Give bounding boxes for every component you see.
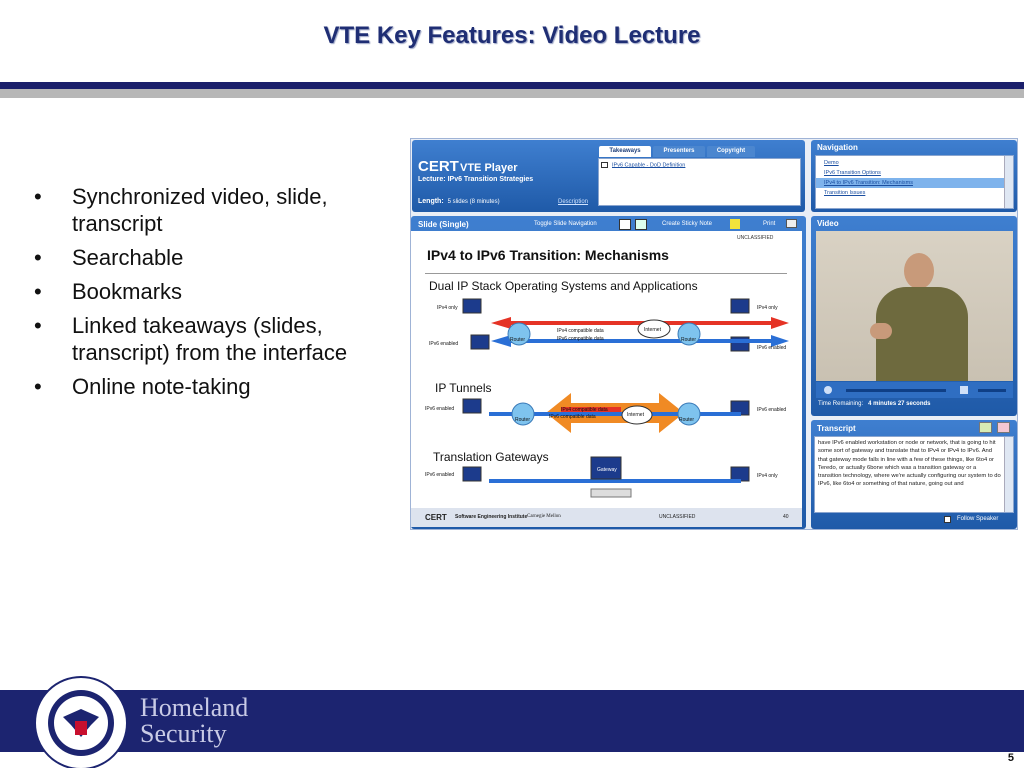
transcript-box (814, 436, 1014, 513)
footer-cert-logo: CERT (425, 513, 447, 522)
label-router: Router (515, 417, 531, 423)
takeaway-item[interactable]: IPv6 Capable - DoD Definition (601, 162, 685, 168)
footer-classification: UNCLASSIFIED (659, 514, 696, 520)
bullet-item: • Synchronized video, slide, transcript (34, 184, 328, 236)
volume-slider[interactable] (978, 389, 1006, 392)
label-router: Router (510, 337, 526, 343)
computer-icon (731, 299, 749, 313)
section-ip-tunnels: IP Tunnels (435, 381, 492, 395)
print-button[interactable]: Print (763, 221, 776, 227)
transcript-text: have IPv6 enabled workstation or node or network, that is going to hit some sort of gateway and translate that to IPv4 or IPv4 to IPv6. And that gateway mode falls in line with a few of these things, like 6to4 or Teredo, or actually 6bone which was a transition gateway or a transition technology, where we're actually configuring our system to do IPv6, like 6to4 or something of that nature, going out and (818, 440, 1001, 488)
header-rule (0, 82, 1024, 89)
computer-icon (463, 299, 481, 313)
slide-icon (601, 162, 608, 168)
label-router: Router (679, 417, 695, 423)
label-internet: Internet (644, 327, 661, 333)
footer-org: Software Engineering Institute (455, 514, 528, 520)
header-rule-gray (0, 89, 1024, 98)
highlight-icon[interactable] (979, 422, 992, 433)
tab-presenters[interactable]: Presenters (653, 146, 705, 157)
nav-item[interactable]: Demo (824, 160, 839, 166)
label-ipv4-data: IPv4 compatible data (557, 328, 604, 334)
label-ipv6-enabled: IPv6 enabled (425, 406, 455, 412)
label-ipv6-enabled: IPv6 enabled (425, 472, 455, 478)
single-view-icon[interactable] (619, 219, 631, 230)
time-remaining: Time Remaining: 4 minutes 27 seconds (818, 401, 931, 407)
tab-copyright[interactable]: Copyright (707, 146, 755, 157)
bullet-item: • Searchable (34, 245, 184, 270)
section-translation: Translation Gateways (433, 450, 549, 464)
tab-takeaways[interactable]: Takeaways (599, 146, 651, 157)
nav-item-selected[interactable]: IPv4 to IPv6 Transition: Mechanisms (816, 178, 1013, 188)
label-router: Router (681, 337, 697, 343)
classification-label: UNCLASSIFIED (737, 235, 774, 241)
homeland-security-wordmark: Homeland Security (140, 693, 249, 748)
transcript-title: Transcript (817, 424, 856, 433)
eraser-icon[interactable] (997, 422, 1010, 433)
slide-heading: IPv4 to IPv6 Transition: Mechanisms (427, 247, 669, 263)
label-ipv6-enabled: IPv6 enabled (757, 407, 787, 413)
printer-icon[interactable] (786, 219, 797, 228)
footer-page: 40 (783, 514, 789, 520)
label-ipv6-data: IPv6 compatible data (549, 414, 596, 420)
nav-item[interactable]: IPv6 Transition Options (824, 170, 881, 176)
section-dual-stack: Dual IP Stack Operating Systems and Applications (429, 279, 698, 293)
cert-logo: CERT (418, 158, 459, 175)
gateway-keyboard (591, 489, 631, 497)
label-ipv4-data: IPv4 compatible data (561, 407, 608, 413)
slide-content (411, 231, 802, 508)
computer-icon (463, 399, 481, 413)
slide-panel-title: Slide (Single) (418, 220, 469, 229)
computer-icon (463, 467, 481, 481)
bullet-item: • Online note-taking (34, 374, 251, 399)
nav-item[interactable]: Transition Issues (824, 190, 866, 196)
sticky-note-button[interactable]: Create Sticky Note (662, 221, 713, 227)
slide-title: VTE Key Features: Video Lecture (323, 22, 701, 49)
dhs-seal (33, 675, 129, 768)
label-internet: Internet (627, 412, 644, 418)
toggle-nav-button[interactable]: Toggle Slide Navigation (534, 221, 597, 227)
slide-footer (411, 508, 802, 527)
lecture-line: Lecture: IPv6 Transition Strategies (418, 176, 534, 183)
length-line: Length: 5 slides (8 minutes) (418, 198, 500, 205)
speaker-head (904, 253, 934, 289)
play-icon[interactable] (824, 386, 832, 394)
transcript-scrollbar[interactable] (1004, 437, 1013, 512)
bullet-item: • Bookmarks (34, 279, 183, 304)
description-link[interactable]: Description (558, 199, 589, 205)
grid-view-icon[interactable] (635, 219, 647, 230)
volume-icon[interactable] (960, 386, 968, 394)
bullet-item: • Linked takeaways (slides, transcript) from the interface (34, 313, 348, 365)
follow-speaker-checkbox[interactable] (944, 516, 951, 523)
video-controls (816, 382, 1013, 398)
label-ipv4-only: IPv4 only (757, 305, 778, 311)
navigation-title: Navigation (817, 143, 858, 152)
follow-speaker-label: Follow Speaker (957, 516, 999, 522)
label-ipv4-only: IPv4 only (437, 305, 458, 311)
navigation-list (815, 155, 1014, 209)
speaker-hand (870, 323, 892, 339)
label-ipv6-enabled: IPv6 enabled (429, 341, 459, 347)
sticky-note-icon[interactable] (730, 219, 740, 229)
bullet-list (34, 183, 384, 407)
computer-icon (471, 335, 489, 349)
app-name: VTE Player (460, 162, 518, 174)
label-ipv6-data: IPv6 compatible data (557, 336, 604, 342)
nav-scrollbar[interactable] (1004, 156, 1013, 208)
progress-track[interactable] (846, 389, 946, 392)
label-gateway: Gateway (597, 467, 617, 473)
video-frame[interactable] (816, 231, 1013, 381)
computer-icon (731, 467, 749, 481)
label-ipv4-only: IPv4 only (757, 473, 778, 479)
footer-univ: Carnegie Mellon (527, 514, 561, 519)
label-ipv6-enabled: IPv6 enabled (757, 345, 787, 351)
video-title: Video (817, 219, 839, 228)
page-number: 5 (1007, 752, 1014, 764)
